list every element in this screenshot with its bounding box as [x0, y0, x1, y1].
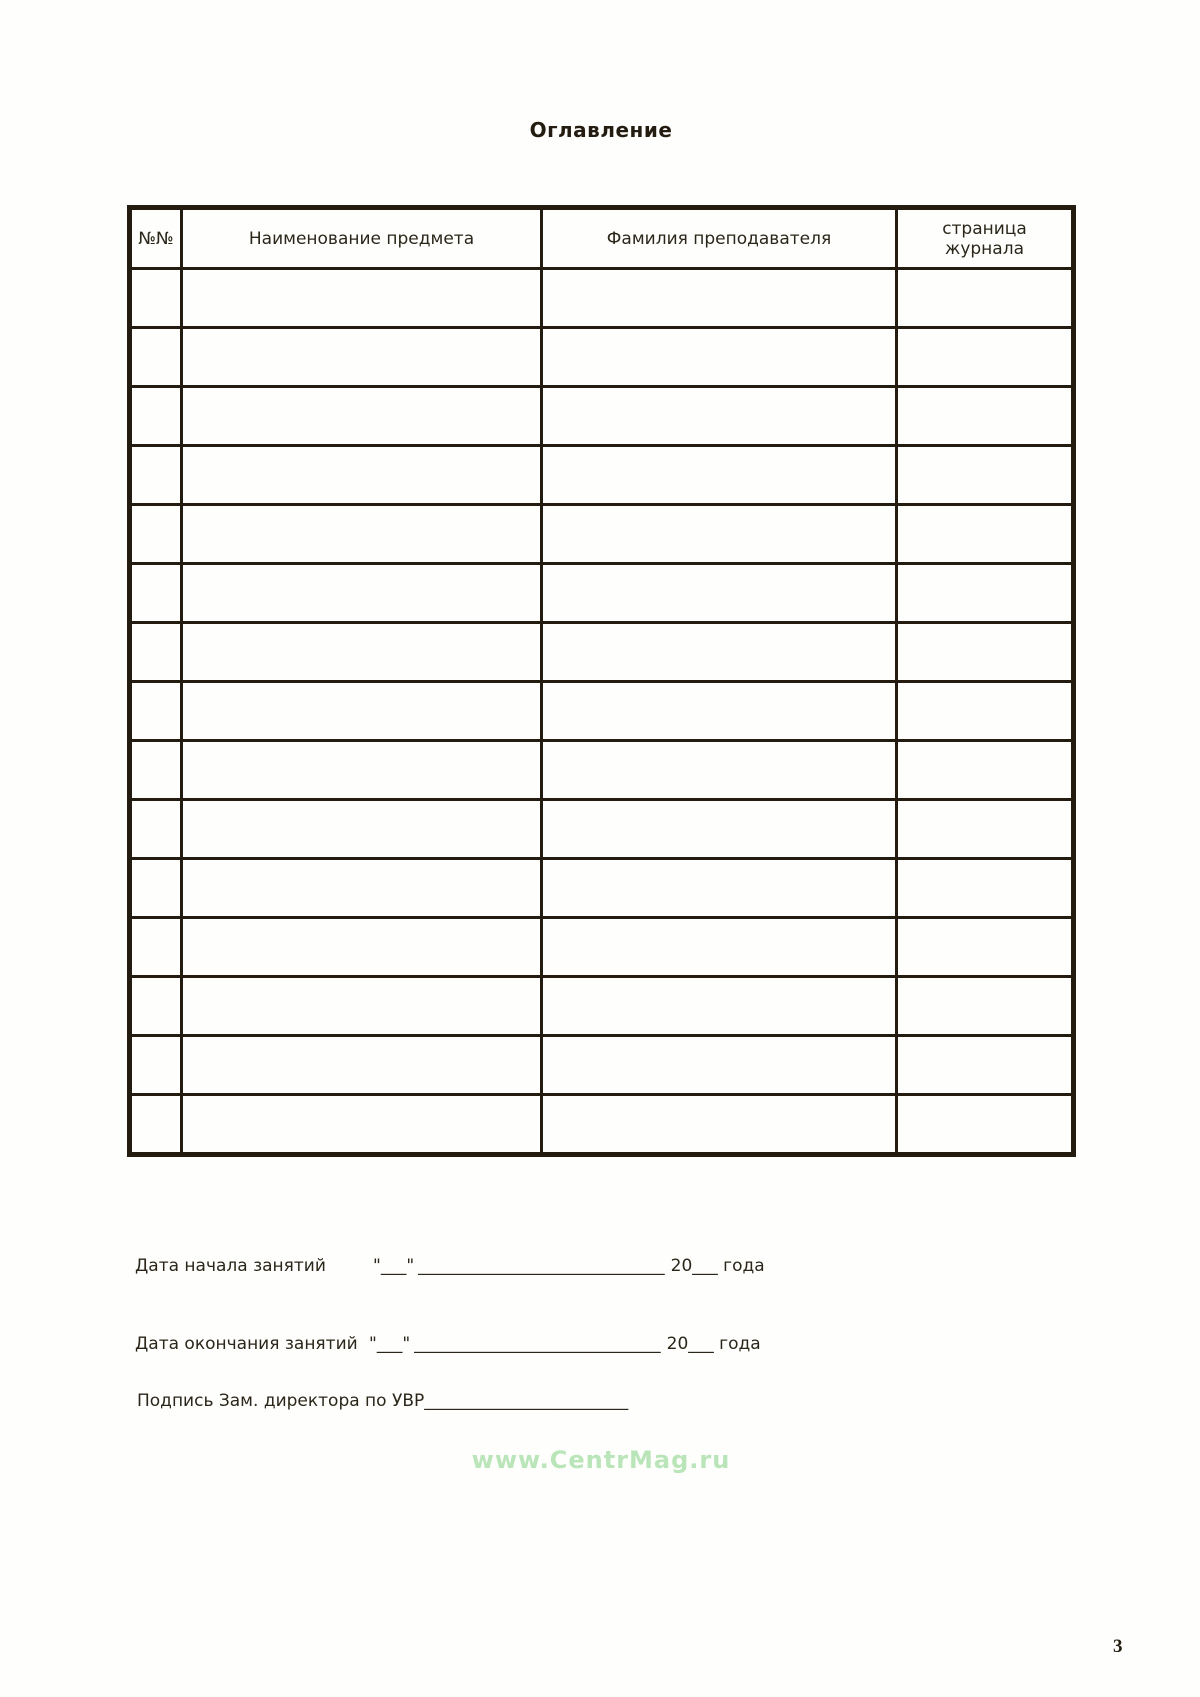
table-cell-blank: [542, 328, 897, 387]
table-cell-blank: [182, 741, 542, 800]
end-date-year-blank: 20___ года: [666, 1334, 761, 1354]
table-cell-blank: [897, 918, 1074, 977]
end-date-label: Дата окончания занятий: [135, 1334, 358, 1354]
table-row: [130, 387, 1074, 446]
table-row: [130, 859, 1074, 918]
column-header-teacher: Фамилия преподавателя: [542, 208, 897, 269]
signature-line: [137, 1391, 628, 1411]
signature-blank: ________________________: [424, 1391, 629, 1411]
table-cell-blank: [542, 1095, 897, 1155]
table-cell-blank: [130, 505, 182, 564]
end-date-line: [135, 1334, 761, 1354]
table-cell-blank: [542, 623, 897, 682]
table-cell-blank: [130, 741, 182, 800]
table-cell-blank: [182, 505, 542, 564]
table-cell-blank: [897, 623, 1074, 682]
table-cell-blank: [897, 682, 1074, 741]
table-cell-blank: [897, 1095, 1074, 1155]
table-cell-blank: [542, 269, 897, 328]
table-cell-blank: [897, 741, 1074, 800]
table-cell-blank: [542, 977, 897, 1036]
table-row: [130, 446, 1074, 505]
table-row: [130, 269, 1074, 328]
table-cell-blank: [182, 564, 542, 623]
table-cell-blank: [182, 446, 542, 505]
table-cell-blank: [182, 682, 542, 741]
table-row: [130, 1036, 1074, 1095]
table-cell-blank: [897, 800, 1074, 859]
table-cell-blank: [542, 1036, 897, 1095]
table-cell-blank: [542, 741, 897, 800]
table-cell-blank: [897, 269, 1074, 328]
table-cell-blank: [182, 800, 542, 859]
table-row: [130, 623, 1074, 682]
table-cell-blank: [897, 387, 1074, 446]
end-date-day-blank: "___": [369, 1334, 411, 1354]
table-cell-blank: [182, 1095, 542, 1155]
table-cell-blank: [897, 328, 1074, 387]
start-date-year-blank: 20___ года: [670, 1256, 765, 1276]
table-cell-blank: [182, 859, 542, 918]
table-cell-blank: [542, 505, 897, 564]
column-header-journal-page: страница журнала: [897, 208, 1074, 269]
table-cell-blank: [542, 446, 897, 505]
table-cell-blank: [897, 859, 1074, 918]
table-cell-blank: [130, 859, 182, 918]
table-cell-blank: [542, 918, 897, 977]
table-cell-blank: [182, 269, 542, 328]
page-number: 3: [1113, 1636, 1123, 1657]
table-cell-blank: [130, 1095, 182, 1155]
table-cell-blank: [182, 328, 542, 387]
table-cell-blank: [182, 1036, 542, 1095]
start-date-line: [135, 1256, 765, 1276]
table-cell-blank: [542, 682, 897, 741]
table-cell-blank: [130, 918, 182, 977]
table-header-row: [130, 208, 1074, 269]
table-cell-blank: [130, 269, 182, 328]
signature-label: Подпись Зам. директора по УВР: [137, 1391, 425, 1411]
table-cell-blank: [130, 623, 182, 682]
contents-table: [127, 205, 1076, 1157]
table-cell-blank: [130, 387, 182, 446]
table-row: [130, 741, 1074, 800]
table-cell-blank: [897, 977, 1074, 1036]
table-cell-blank: [130, 328, 182, 387]
table-cell-blank: [897, 1036, 1074, 1095]
table-cell-blank: [897, 446, 1074, 505]
table-row: [130, 977, 1074, 1036]
start-date-day-blank: "___": [373, 1256, 415, 1276]
table-row: [130, 800, 1074, 859]
table-cell-blank: [897, 505, 1074, 564]
table-cell-blank: [130, 800, 182, 859]
column-header-number: №№: [130, 208, 182, 269]
table-cell-blank: [130, 977, 182, 1036]
table-cell-blank: [182, 623, 542, 682]
table-cell-blank: [542, 800, 897, 859]
table-cell-blank: [130, 446, 182, 505]
end-date-month-blank: _____________________________: [414, 1334, 661, 1354]
table-cell-blank: [130, 564, 182, 623]
centrmag-watermark: www.CentrMag.ru: [471, 1446, 731, 1474]
table-row: [130, 505, 1074, 564]
start-date-month-blank: _____________________________: [418, 1256, 665, 1276]
table-row: [130, 1095, 1074, 1155]
table-row: [130, 918, 1074, 977]
table-cell-blank: [542, 564, 897, 623]
column-header-subject: Наименование предмета: [182, 208, 542, 269]
table-row: [130, 682, 1074, 741]
table-cell-blank: [542, 387, 897, 446]
table-cell-blank: [897, 564, 1074, 623]
table-cell-blank: [130, 682, 182, 741]
table-row: [130, 564, 1074, 623]
table-cell-blank: [130, 1036, 182, 1095]
table-cell-blank: [182, 387, 542, 446]
start-date-label: Дата начала занятий: [135, 1256, 326, 1276]
table-row: [130, 328, 1074, 387]
table-cell-blank: [182, 977, 542, 1036]
table-cell-blank: [182, 918, 542, 977]
page-title: Оглавление: [529, 118, 673, 142]
table-cell-blank: [542, 859, 897, 918]
